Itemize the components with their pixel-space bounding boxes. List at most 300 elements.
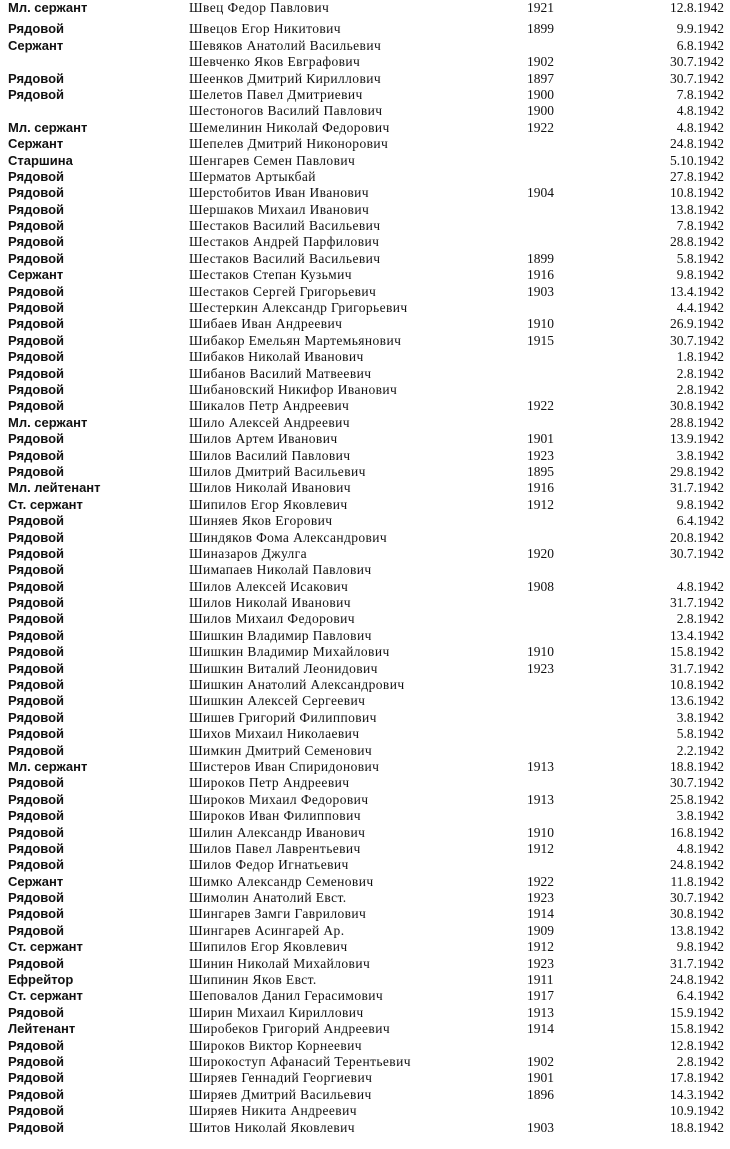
list-row [0,480,730,496]
rank-cell: Рядовой [8,365,65,381]
name-cell: Шишкин Владимир Михайлович [189,644,390,660]
rank-cell: Рядовой [8,218,65,234]
death-date-cell: 4.8.1942 [676,119,724,135]
rank-cell: Рядовой [8,677,65,693]
rank-cell: Рядовой [8,1037,65,1053]
list-row [0,1054,730,1070]
rank-cell: Рядовой [8,791,65,807]
list-row [0,398,730,414]
rank-cell: Ст. сержант [8,988,83,1004]
death-date-cell: 17.8.1942 [670,1070,724,1086]
rank-cell: Рядовой [8,21,65,37]
name-cell: Ширин Михаил Кириллович [189,1004,364,1020]
name-cell: Шипилов Егор Яковлевич [189,939,348,955]
name-cell: Шевченко Яков Евграфович [189,54,361,70]
death-date-cell: 24.8.1942 [670,857,724,873]
death-date-cell: 13.9.1942 [670,431,724,447]
birth-year-cell: 1912 [527,840,554,856]
list-row [0,267,730,283]
rank-cell: Рядовой [8,742,65,758]
death-date-cell: 13.4.1942 [670,283,724,299]
rank-cell: Ст. сержант [8,939,83,955]
death-date-cell: 2.8.1942 [676,611,724,627]
list-row [0,54,730,70]
name-cell: Шестаков Андрей Парфилович [189,234,380,250]
name-cell: Шиндяков Фома Александрович [189,529,388,545]
name-cell: Шишкин Алексей Сергеевич [189,693,366,709]
list-row [0,579,730,595]
death-date-cell: 15.8.1942 [670,644,724,660]
rank-cell: Рядовой [8,890,65,906]
birth-year-cell: 1922 [527,873,554,889]
name-cell: Швец Федор Павлович [189,0,330,15]
name-cell: Шиняев Яков Егорович [189,513,333,529]
list-row [0,513,730,529]
rank-cell: Рядовой [8,381,65,397]
list-row [0,153,730,169]
name-cell: Шилов Федор Игнатьевич [189,857,349,873]
death-date-cell: 12.8.1942 [670,0,724,15]
list-row [0,218,730,234]
list-row [0,120,730,136]
death-date-cell: 30.7.1942 [670,890,724,906]
birth-year-cell: 1917 [527,988,554,1004]
death-date-cell: 25.8.1942 [670,791,724,807]
death-date-cell: 1.8.1942 [676,349,724,365]
rank-cell: Рядовой [8,824,65,840]
list-row [0,857,730,873]
birth-year-cell: 1923 [527,447,554,463]
name-cell: Шилов Артем Иванович [189,431,338,447]
birth-year-cell: 1923 [527,660,554,676]
death-date-cell: 29.8.1942 [670,463,724,479]
birth-year-cell: 1904 [527,185,554,201]
rank-cell: Рядовой [8,70,65,86]
list-row [0,1021,730,1037]
list-row [0,185,730,201]
rank-cell: Рядовой [8,398,65,414]
list-row [0,530,730,546]
birth-year-cell: 1901 [527,1070,554,1086]
death-date-cell: 6.4.1942 [676,513,724,529]
rank-cell: Рядовой [8,660,65,676]
rank-cell: Рядовой [8,578,65,594]
birth-year-cell: 1910 [527,316,554,332]
list-row [0,775,730,791]
rank-cell: Рядовой [8,726,65,742]
rank-cell: Рядовой [8,611,65,627]
birth-year-cell: 1911 [527,972,554,988]
rank-cell: Ефрейтор [8,972,74,988]
name-cell: Шиназаров Джулга [189,545,307,561]
name-cell: Шепелев Дмитрий Никонорович [189,136,389,152]
death-date-cell: 16.8.1942 [670,824,724,840]
list-row [0,546,730,562]
birth-year-cell: 1901 [527,431,554,447]
name-cell: Шестаков Василий Васильевич [189,250,381,266]
rank-cell: Рядовой [8,562,65,578]
death-date-cell: 7.8.1942 [676,218,724,234]
birth-year-cell: 1922 [527,119,554,135]
name-cell: Шелетов Павел Дмитриевич [189,86,363,102]
death-date-cell: 30.7.1942 [670,545,724,561]
name-cell: Шилов Алексей Исакович [189,578,349,594]
birth-year-cell: 1909 [527,922,554,938]
birth-year-cell: 1902 [527,54,554,70]
death-date-cell: 9.9.1942 [676,21,724,37]
death-date-cell: 7.8.1942 [676,86,724,102]
rank-cell: Рядовой [8,1004,65,1020]
death-date-cell: 4.4.1942 [676,300,724,316]
death-date-cell: 31.7.1942 [670,955,724,971]
death-date-cell: 9.8.1942 [676,496,724,512]
list-row [0,710,730,726]
birth-year-cell: 1916 [527,267,554,283]
death-date-cell: 31.7.1942 [670,480,724,496]
name-cell: Шемелинин Николай Федорович [189,119,390,135]
rank-cell: Рядовой [8,808,65,824]
name-cell: Швецов Егор Никитович [189,21,341,37]
rank-cell: Мл. сержант [8,414,88,430]
list-row [0,349,730,365]
list-row [0,939,730,955]
list-row [0,644,730,660]
list-row [0,382,730,398]
name-cell: Шестаков Сергей Григорьевич [189,283,377,299]
death-date-cell: 13.4.1942 [670,627,724,643]
death-date-cell: 2.8.1942 [676,365,724,381]
birth-year-cell: 1920 [527,545,554,561]
list-row [0,1087,730,1103]
name-cell: Шеенков Дмитрий Кириллович [189,70,382,86]
rank-cell: Рядовой [8,709,65,725]
death-date-cell: 30.7.1942 [670,775,724,791]
name-cell: Шимко Александр Семенович [189,873,374,889]
list-row [0,693,730,709]
list-row [0,988,730,1004]
rank-cell: Рядовой [8,1054,65,1069]
name-cell: Шимолин Анатолий Евст. [189,890,347,906]
name-cell: Шипинин Яков Евст. [189,972,317,988]
list-row [0,611,730,627]
list-row [0,677,730,693]
list-row [0,1070,730,1086]
name-cell: Шипилов Егор Яковлевич [189,496,348,512]
name-cell: Шеповалов Данил Герасимович [189,988,384,1004]
name-cell: Шенгарев Семен Павлович [189,152,356,168]
death-date-cell: 12.8.1942 [670,1037,724,1053]
birth-year-cell: 1910 [527,644,554,660]
death-date-cell: 9.8.1942 [676,939,724,955]
death-date-cell: 28.8.1942 [670,414,724,430]
rank-cell: Рядовой [8,775,65,791]
death-date-cell: 3.8.1942 [676,709,724,725]
rank-cell: Рядовой [8,922,65,938]
birth-year-cell: 1897 [527,70,554,86]
rank-cell: Рядовой [8,300,65,316]
rank-cell: Рядовой [8,86,65,102]
birth-year-cell: 1912 [527,939,554,955]
name-cell: Шибакор Емельян Мартемьянович [189,332,402,348]
list-row [0,448,730,464]
rank-cell: Сержант [8,136,64,152]
rank-cell: Рядовой [8,1086,65,1102]
death-date-cell: 15.9.1942 [670,1004,724,1020]
death-date-cell: 4.8.1942 [676,103,724,119]
death-date-cell: 18.8.1942 [670,758,724,774]
name-cell: Шингарев Асингарей Ар. [189,922,345,938]
birth-year-cell: 1923 [527,955,554,971]
name-cell: Широков Иван Филиппович [189,808,361,824]
name-cell: Широков Виктор Корнеевич [189,1037,362,1053]
list-row [0,0,730,21]
death-date-cell: 31.7.1942 [670,660,724,676]
death-date-cell: 6.4.1942 [676,988,724,1004]
rank-cell: Мл. сержант [8,758,88,774]
birth-year-cell: 1922 [527,398,554,414]
name-cell: Шибанов Василий Матвеевич [189,365,372,381]
rank-cell: Рядовой [8,906,65,922]
birth-year-cell: 1910 [527,824,554,840]
death-date-cell: 30.7.1942 [670,332,724,348]
rank-cell: Рядовой [8,250,65,266]
death-date-cell: 3.8.1942 [676,447,724,463]
list-row [0,1038,730,1054]
list-row [0,316,730,332]
list-row [0,628,730,644]
birth-year-cell: 1914 [527,906,554,922]
rank-cell: Рядовой [8,513,65,529]
death-date-cell: 2.2.1942 [676,742,724,758]
list-row [0,103,730,119]
rank-cell: Рядовой [8,201,65,217]
rank-cell: Рядовой [8,627,65,643]
rank-cell: Рядовой [8,185,65,201]
rank-cell: Рядовой [8,840,65,856]
list-row [0,169,730,185]
list-row [0,87,730,103]
list-row [0,726,730,742]
name-cell: Шестеркин Александр Григорьевич [189,300,408,316]
name-cell: Шершаков Михаил Иванович [189,201,370,217]
name-cell: Шилов Василий Павлович [189,447,351,463]
rank-cell: Рядовой [8,1103,65,1119]
rank-cell: Сержант [8,873,64,889]
name-cell: Шевяков Анатолий Васильевич [189,37,382,53]
name-cell: Шестаков Степан Кузьмич [189,267,352,283]
list-row [0,759,730,775]
birth-year-cell: 1908 [527,578,554,594]
death-date-cell: 18.8.1942 [670,1119,724,1135]
list-row [0,906,730,922]
name-cell: Широбеков Григорий Андреевич [189,1021,391,1037]
birth-year-cell: 1900 [527,103,554,119]
name-cell: Шестаков Василий Васильевич [189,218,381,234]
list-row [0,972,730,988]
list-row [0,808,730,824]
rank-cell: Рядовой [8,955,65,971]
birth-year-cell: 1913 [527,758,554,774]
list-row [0,431,730,447]
name-cell: Шишкин Анатолий Александрович [189,677,405,693]
rank-cell: Рядовой [8,529,65,545]
rank-cell: Рядовой [8,693,65,709]
list-row [0,202,730,218]
rank-cell: Рядовой [8,545,65,561]
rank-cell: Мл. сержант [8,0,88,15]
list-row [0,21,730,37]
name-cell: Ширяев Геннадий Георгиевич [189,1070,373,1086]
name-cell: Шилов Николай Иванович [189,480,351,496]
rank-cell: Рядовой [8,349,65,365]
name-cell: Широков Михаил Федорович [189,791,369,807]
list-row [0,923,730,939]
rank-cell: Рядовой [8,316,65,332]
list-row [0,71,730,87]
rank-cell: Рядовой [8,644,65,660]
rank-cell: Лейтенант [8,1021,76,1037]
birth-year-cell: 1899 [527,21,554,37]
death-date-cell: 13.8.1942 [670,201,724,217]
name-cell: Шилов Дмитрий Васильевич [189,463,366,479]
list-row [0,661,730,677]
list-row [0,890,730,906]
name-cell: Шибаев Иван Андреевич [189,316,343,332]
name-cell: Шило Алексей Андреевич [189,414,350,430]
rank-cell: Рядовой [8,168,65,184]
name-cell: Шихов Михаил Николаевич [189,726,360,742]
death-date-cell: 24.8.1942 [670,136,724,152]
death-date-cell: 6.8.1942 [676,37,724,53]
death-date-cell: 24.8.1942 [670,972,724,988]
list-row [0,825,730,841]
list-row [0,366,730,382]
rank-cell: Рядовой [8,463,65,479]
name-cell: Шибановский Никифор Иванович [189,381,398,397]
rank-cell: Сержант [8,37,64,53]
death-date-cell: 4.8.1942 [676,840,724,856]
rank-cell: Сержант [8,267,64,283]
list-row [0,743,730,759]
name-cell: Широкоступ Афанасий Терентьевич [189,1054,411,1069]
death-date-cell: 5.8.1942 [676,250,724,266]
rank-cell: Старшина [8,152,73,168]
list-row [0,841,730,857]
list-row [0,562,730,578]
death-date-cell: 4.8.1942 [676,578,724,594]
list-row [0,333,730,349]
name-cell: Шикалов Петр Андреевич [189,398,350,414]
list-row [0,415,730,431]
name-cell: Шилов Михаил Федорович [189,611,355,627]
name-cell: Шимапаев Николай Павлович [189,562,372,578]
name-cell: Шистеров Иван Спиридонович [189,758,380,774]
birth-year-cell: 1896 [527,1086,554,1102]
list-row [0,136,730,152]
list-row [0,1120,730,1136]
birth-year-cell: 1916 [527,480,554,496]
death-date-cell: 13.8.1942 [670,922,724,938]
death-date-cell: 10.8.1942 [670,677,724,693]
death-date-cell: 30.7.1942 [670,70,724,86]
name-cell: Ширяев Никита Андреевич [189,1103,357,1119]
death-date-cell: 26.9.1942 [670,316,724,332]
death-date-cell: 2.8.1942 [676,381,724,397]
list-row [0,284,730,300]
list-row [0,234,730,250]
birth-year-cell: 1914 [527,1021,554,1037]
name-cell: Шингарев Замги Гаврилович [189,906,367,922]
list-row [0,595,730,611]
death-date-cell: 15.8.1942 [670,1021,724,1037]
name-cell: Шестоногов Василий Павлович [189,103,383,119]
name-cell: Шишкин Владимир Павлович [189,627,372,643]
death-date-cell: 2.8.1942 [676,1054,724,1069]
birth-year-cell: 1903 [527,283,554,299]
rank-cell: Ст. сержант [8,496,83,512]
death-date-cell: 28.8.1942 [670,234,724,250]
list-row [0,300,730,316]
birth-year-cell: 1895 [527,463,554,479]
birth-year-cell: 1902 [527,1054,554,1069]
name-cell: Шерстобитов Иван Иванович [189,185,369,201]
death-date-cell: 11.8.1942 [670,873,724,889]
list-row [0,497,730,513]
birth-year-cell: 1913 [527,791,554,807]
list-row [0,251,730,267]
list-row [0,38,730,54]
name-cell: Шишев Григорий Филиппович [189,709,377,725]
name-cell: Шимкин Дмитрий Семенович [189,742,373,758]
list-row [0,464,730,480]
death-date-cell: 20.8.1942 [670,529,724,545]
death-date-cell: 3.8.1942 [676,808,724,824]
rank-cell: Рядовой [8,857,65,873]
list-row [0,792,730,808]
list-row [0,1005,730,1021]
rank-cell: Мл. сержант [8,119,88,135]
death-date-cell: 30.8.1942 [670,906,724,922]
name-cell: Ширяев Дмитрий Васильевич [189,1086,372,1102]
death-date-cell: 10.8.1942 [670,185,724,201]
birth-year-cell: 1915 [527,332,554,348]
death-date-cell: 10.9.1942 [670,1103,724,1119]
name-cell: Шишкин Виталий Леонидович [189,660,378,676]
death-date-cell: 31.7.1942 [670,595,724,611]
rank-cell: Рядовой [8,1119,65,1135]
rank-cell: Рядовой [8,447,65,463]
death-date-cell: 5.8.1942 [676,726,724,742]
death-date-cell: 14.3.1942 [670,1086,724,1102]
name-cell: Широков Петр Андреевич [189,775,350,791]
birth-year-cell: 1900 [527,86,554,102]
death-date-cell: 5.10.1942 [670,152,724,168]
list-row [0,874,730,890]
name-cell: Шилин Александр Иванович [189,824,366,840]
name-cell: Шинин Николай Михайлович [189,955,371,971]
death-date-cell: 30.8.1942 [670,398,724,414]
name-cell: Шилов Павел Лаврентьевич [189,840,361,856]
birth-year-cell: 1912 [527,496,554,512]
death-date-cell: 13.6.1942 [670,693,724,709]
rank-cell: Рядовой [8,431,65,447]
list-row [0,1103,730,1119]
rank-cell: Рядовой [8,234,65,250]
death-date-cell: 27.8.1942 [670,168,724,184]
birth-year-cell: 1923 [527,890,554,906]
name-cell: Шитов Николай Яковлевич [189,1119,355,1135]
name-cell: Шерматов Артыкбай [189,168,316,184]
